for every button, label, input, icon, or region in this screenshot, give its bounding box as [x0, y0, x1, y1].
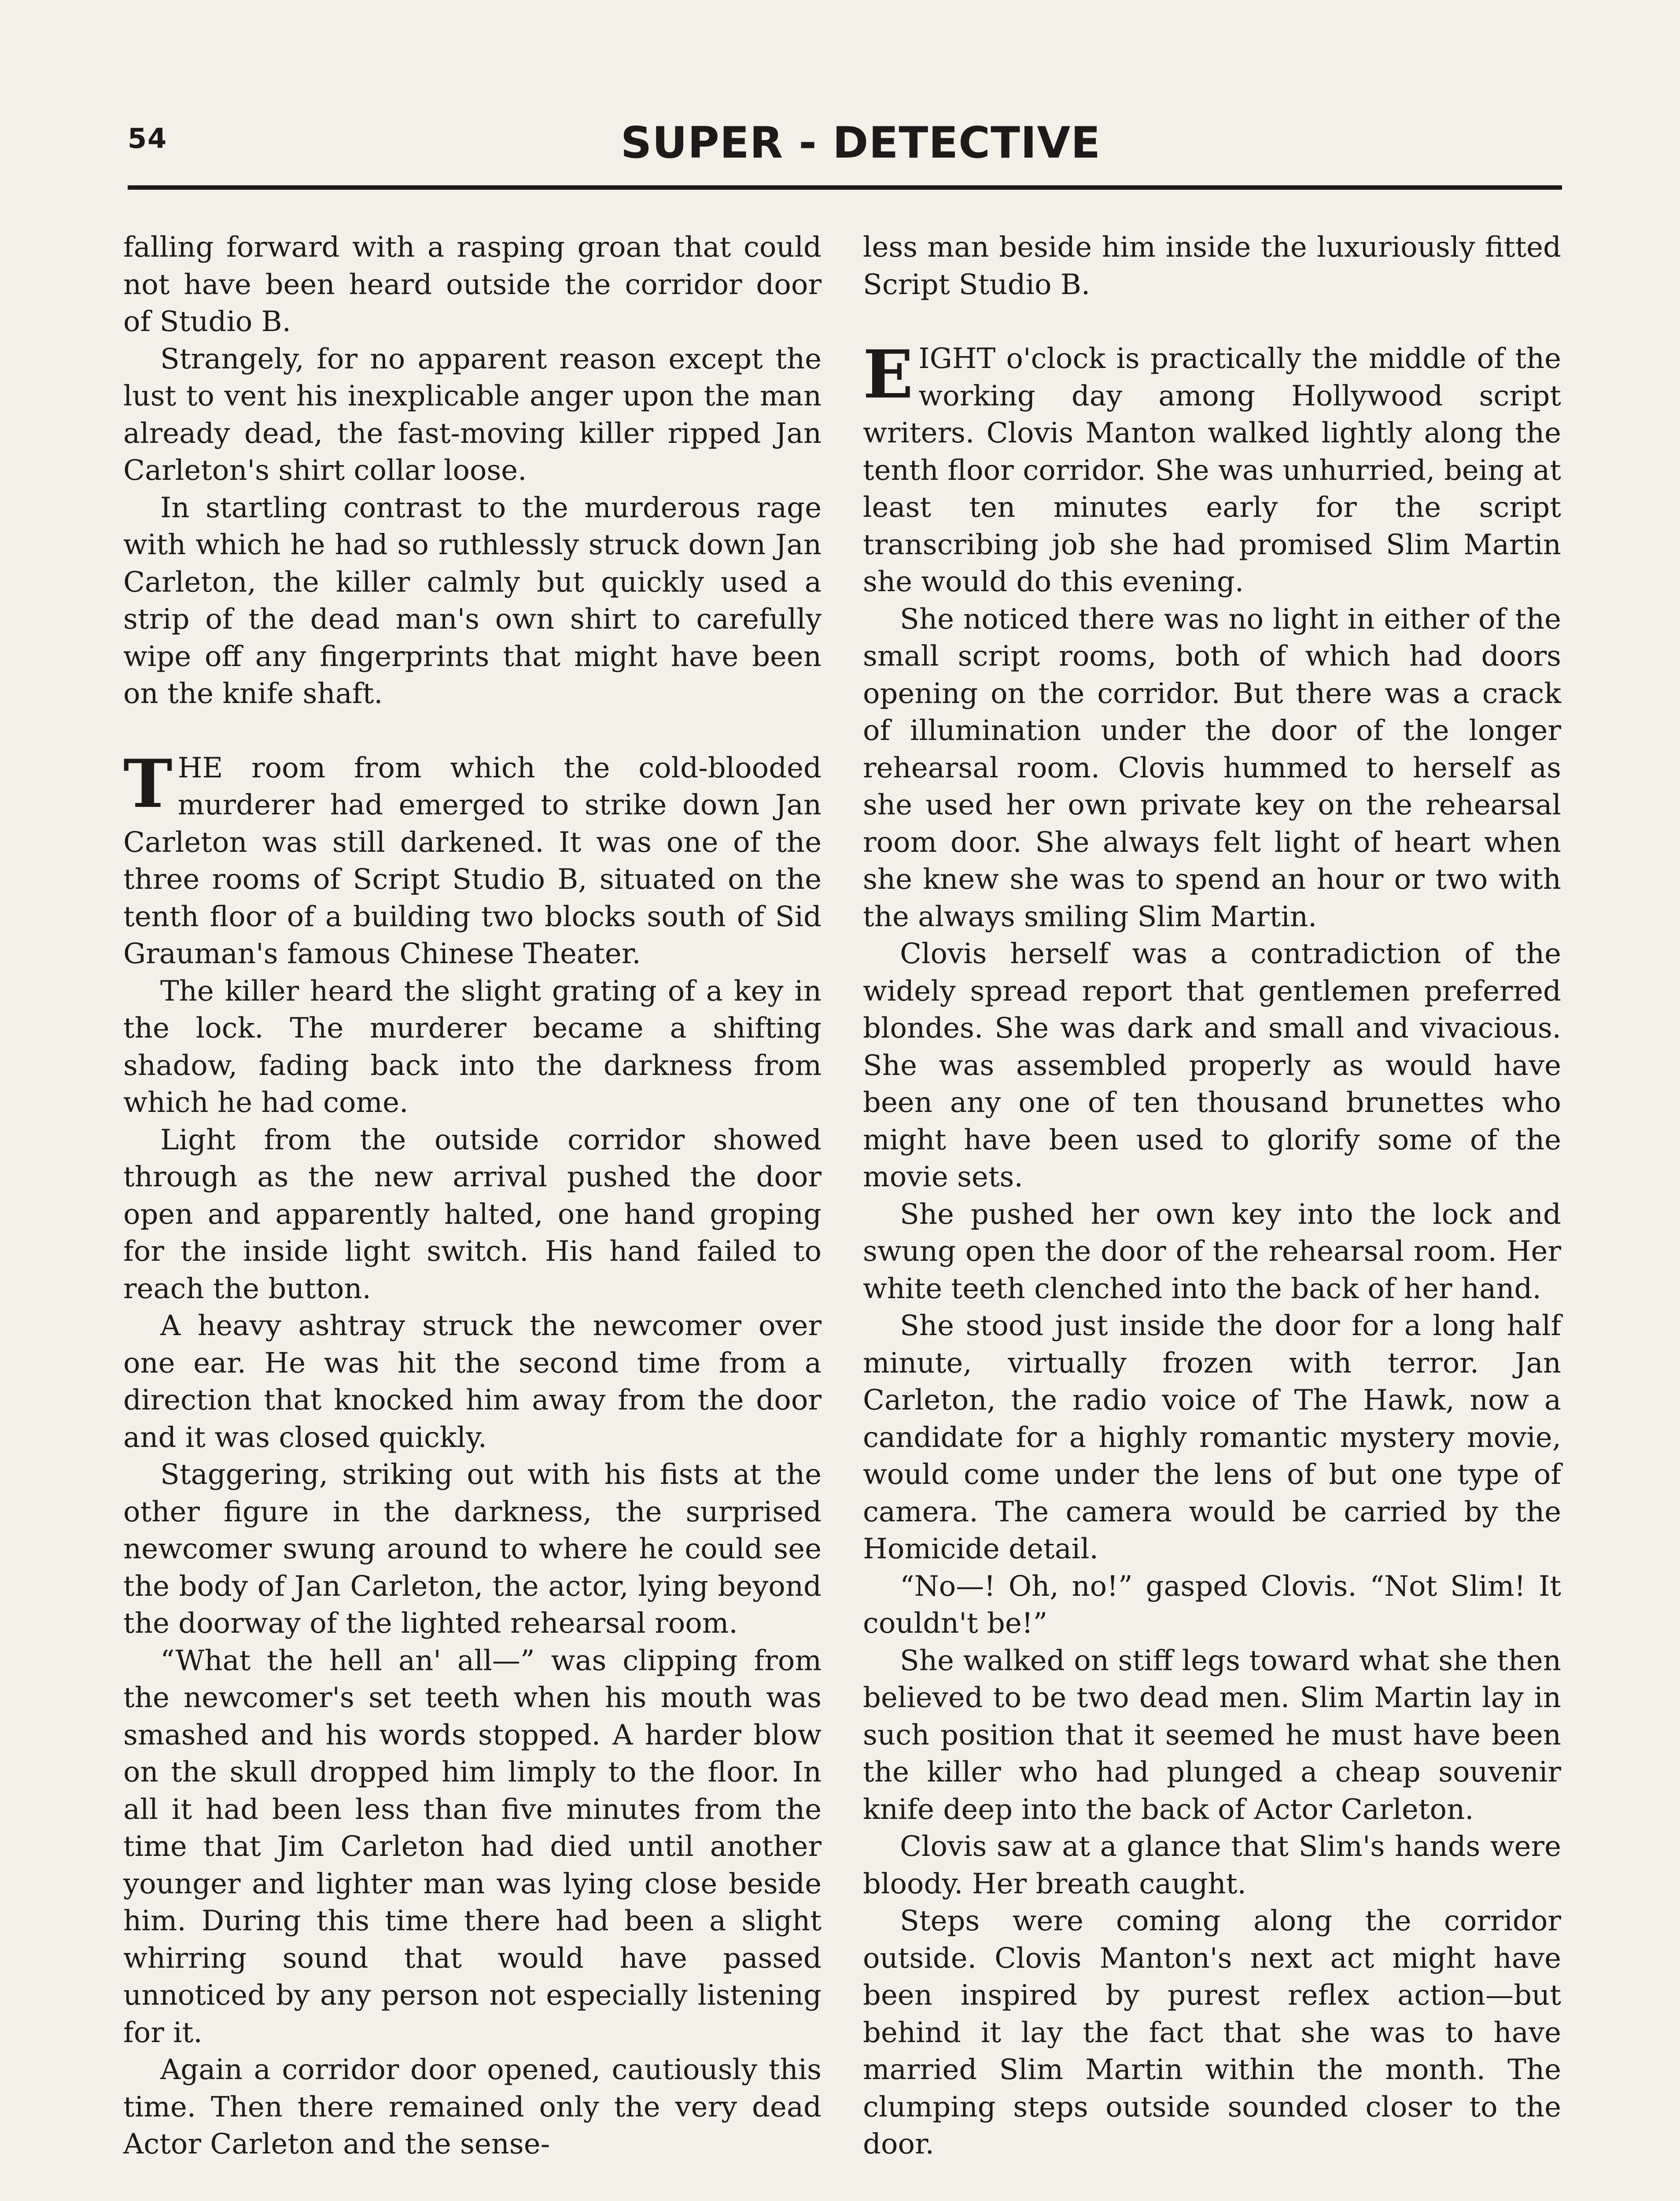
paragraph: less man beside him inside the luxuriously fitted Script Studio B.	[863, 231, 1561, 301]
paragraph: Light from the outside corridor showed through as the new arrival pushed the door open and apparently halted, one hand groping for the inside light switch. His hand failed to reach the button.	[123, 1123, 822, 1305]
paragraph: She pushed her own key into the lock and swung open the door of the rehearsal room. Her white teeth clenched into the back of her hand.	[863, 1198, 1561, 1305]
paragraph: Again a corridor door opened, cautiously this time. Then there remained only the very dead Actor Carleton and the sense-	[123, 2054, 822, 2161]
paragraph-text: IGHT o'clock is practically the middle of the working day among Hollywood script writers. Clovis Manton walked lightly along the tenth floor corridor. She was unhurried, being at least ten minutes early for the script transcribing job she had promised Slim Martin she would do this evening.	[863, 342, 1561, 598]
section-paragraph	[123, 745, 822, 973]
paragraph-text: HE room from which the cold-blooded murderer had emerged to strike down Jan Carleton was still darkened. It was one of the three rooms of Script Studio B, situated on the tenth floor of a building two blocks south of Sid Grauman's famous Chinese Theater.	[123, 751, 822, 970]
paragraph: In startling contrast to the murderous rage with which he had so ruthlessly struck down Jan Carleton, the killer calmly but quickly used a strip of the dead man's own shirt to carefully wipe off any fingerprints that might have been on the knife shaft.	[123, 491, 822, 710]
drop-cap: E	[863, 336, 914, 413]
paragraph: She noticed there was no light in either of the small script rooms, both of which had doors opening on the corridor. But there was a crack of illumination under the door of the longer rehearsal room. Clovis hummed to herself as she used her own private key on the rehearsal room door. She always felt light of heart when she knew she was to spend an hour or two with the always smiling Slim Martin.	[863, 603, 1561, 933]
paragraph: Clovis saw at a glance that Slim's hands were bloody. Her breath caught.	[863, 1830, 1561, 1900]
section-paragraph	[863, 336, 1561, 601]
header-rule	[128, 185, 1562, 190]
paragraph: A heavy ashtray struck the newcomer over one ear. He was hit the second time from a direction that knocked him away from the door and it was closed quickly.	[123, 1310, 822, 1454]
paragraph: She walked on stiff legs toward what she then believed to be two dead men. Slim Martin lay in such position that it seemed he must have been the killer who had plunged a cheap souvenir knife deep into the back of Actor Carleton.	[863, 1644, 1561, 1826]
magazine-title: SUPER - DETECTIVE	[620, 118, 1101, 168]
paragraph: Steps were coming along the corridor outside. Clovis Manton's next act might have been inspired by purest reflex action—but behind it lay the fact that she was to have married Slim Martin within the month. The clumping steps outside sounded closer to the door.	[863, 1905, 1561, 2161]
paragraph: Strangely, for no apparent reason except the lust to vent his inexplicable anger upon the man already dead, the fast-moving killer ripped Jan Carleton's shirt collar loose.	[123, 342, 822, 487]
paragraph: “No—! Oh, no!” gasped Clovis. “Not Slim! It couldn't be!”	[863, 1570, 1561, 1640]
drop-cap: T	[123, 745, 173, 823]
paragraph: “What the hell an' all—” was clipping from the newcomer's set teeth when his mouth was smashed and his words stopped. A harder blow on the skull dropped him limply to the floor. In all it had been less than five minutes from the time that Jim Carleton had died until another younger and lighter man was lying close beside him. During this time there had been a slight whirring sound that would have passed unnoticed by any person not especially listening for it.	[123, 1644, 822, 2049]
page-number: 54	[128, 122, 168, 155]
left-column	[123, 229, 822, 2201]
paragraph: falling forward with a rasping groan that could not have been heard outside the corridor door of Studio B.	[123, 231, 822, 338]
paragraph: The killer heard the slight grating of a key in the lock. The murderer became a shifting shadow, fading back into the darkness from which he had come.	[123, 975, 822, 1119]
paragraph: She stood just inside the door for a long half minute, virtually frozen with terror. Jan Carleton, the radio voice of The Hawk, now a candidate for a highly romantic mystery movie, would come under the lens of but one type of camera. The camera would be carried by the Homicide detail.	[863, 1310, 1561, 1565]
paragraph: Staggering, striking out with his fists at the other figure in the darkness, the surprised newcomer swung around to where he could see the body of Jan Carleton, the actor, lying beyond the doorway of the lighted rehearsal room.	[123, 1458, 822, 1640]
paragraph: Clovis herself was a contradiction of the widely spread report that gentlemen preferred blondes. She was dark and small and vivacious. She was assembled properly as would have been any one of ten thousand brunettes who might have been used to glorify some of the movie sets.	[863, 938, 1561, 1193]
right-column	[863, 229, 1561, 2201]
